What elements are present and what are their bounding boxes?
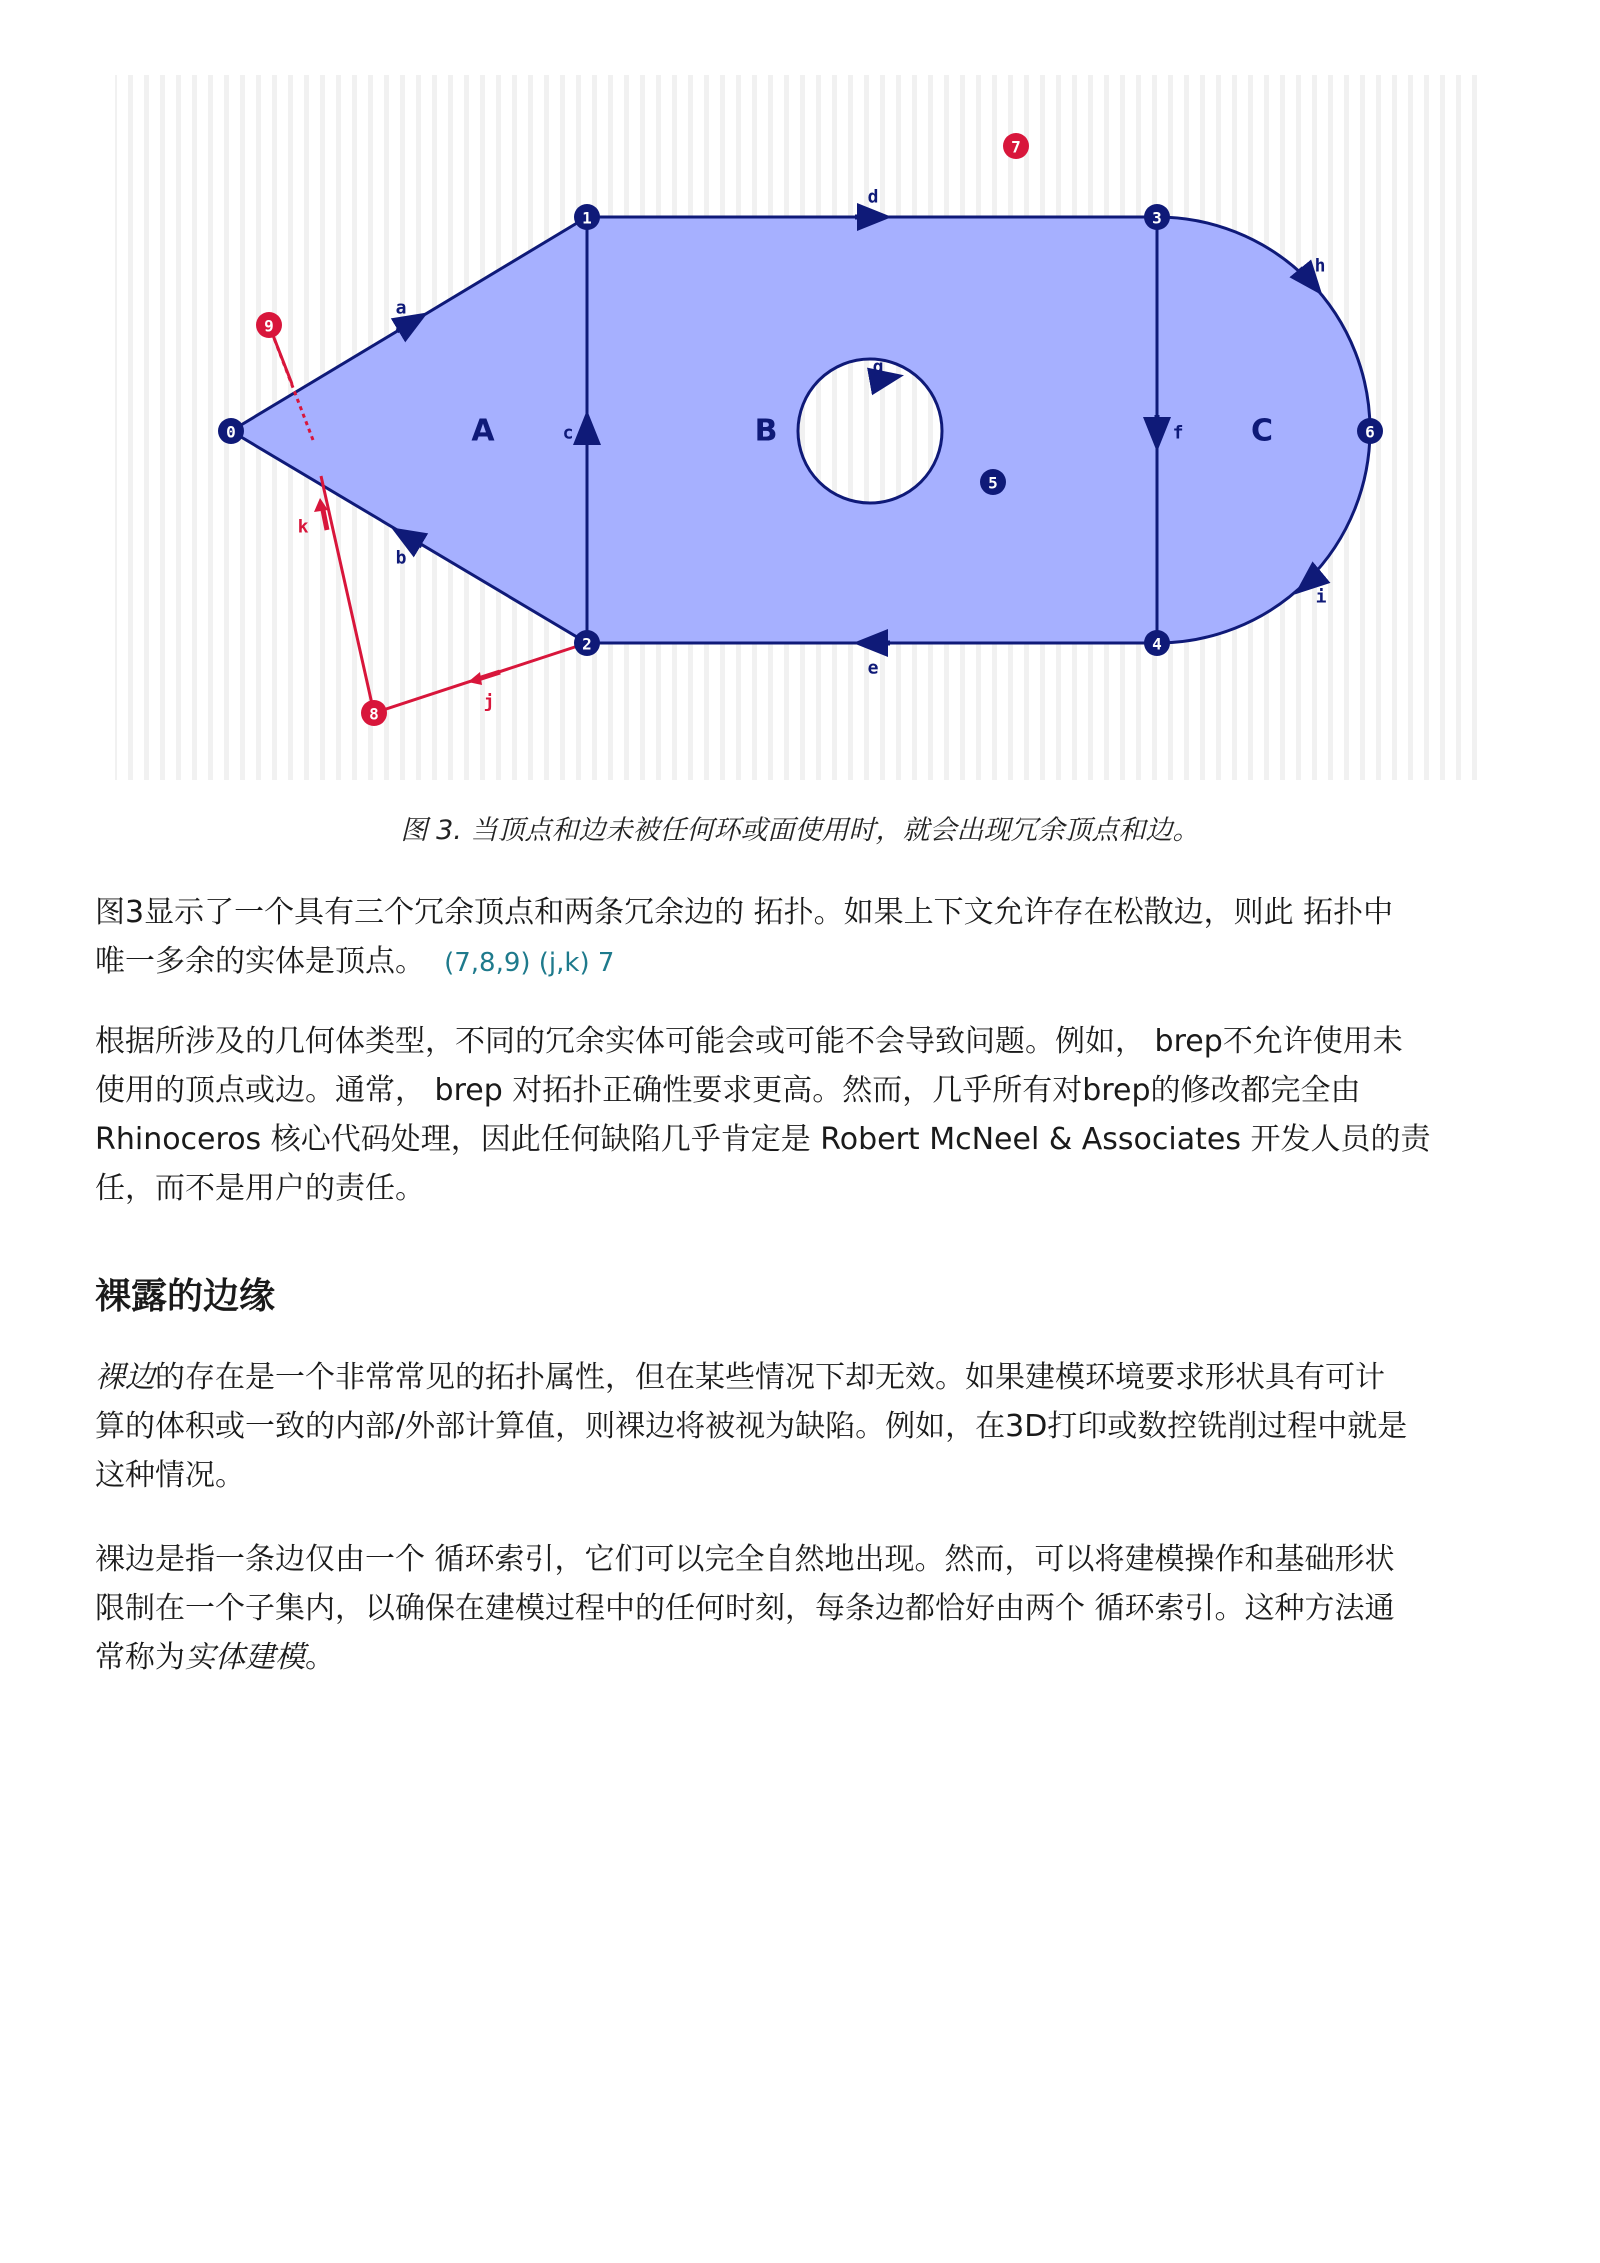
topology-figure <box>95 70 1505 790</box>
vertex-label-7: 7 <box>1011 137 1021 157</box>
edge-label-k: k <box>297 516 309 538</box>
edge-label-a: a <box>395 297 407 319</box>
paragraph-2 <box>95 1017 1520 1213</box>
edge-label-d: d <box>867 186 879 208</box>
paragraph-3-line-2: 算的体积或一致的内部/外部计算值，则裸边将被视为缺陷。例如，在3D打印或数控铣削过程中就是 <box>95 1409 1408 1444</box>
term-solid-modeling: 实体建模 <box>185 1640 305 1675</box>
edge-label-g: g <box>872 356 884 378</box>
vertex-label-8: 8 <box>369 704 379 724</box>
vertex-label-2: 2 <box>582 634 592 654</box>
edge-label-b: b <box>395 547 407 569</box>
paragraph-3 <box>95 1353 1520 1500</box>
paragraph-2-line-1: 根据所涉及的几何体类型，不同的冗余实体可能会或可能不会导致问题。例如， brep不允许使用未 <box>95 1024 1403 1059</box>
face-label-A: A <box>471 413 495 449</box>
vertex-label-1: 1 <box>582 208 592 228</box>
vertex-label-0: 0 <box>226 422 236 442</box>
term-naked-edge: 裸边 <box>95 1360 155 1395</box>
paragraph-4-line-3 <box>95 1633 1520 1682</box>
paragraph-1-line-2 <box>95 937 1520 988</box>
paragraph-1-line-1: 图3显示了一个具有三个冗余顶点和两条冗余边的 拓扑。如果上下文允许存在松散边，则此 拓扑中 <box>95 895 1394 930</box>
vertex-label-6: 6 <box>1365 422 1375 442</box>
paragraph-3-line-1 <box>95 1353 1520 1402</box>
paragraph-4-line-3-pre: 常称为 <box>95 1640 185 1675</box>
vertex-label-4: 4 <box>1152 634 1162 654</box>
vertex-label-9: 9 <box>264 316 274 336</box>
vertex-label-3: 3 <box>1152 208 1162 228</box>
edge-label-j: j <box>483 691 495 713</box>
face-label-B: B <box>754 413 778 449</box>
paragraph-3-line-3: 这种情况。 <box>95 1458 245 1493</box>
edge-label-i: i <box>1315 586 1327 608</box>
paragraph-4-line-3-post: 。 <box>305 1640 335 1675</box>
edge-label-e: e <box>867 657 879 679</box>
paragraph-1-line-2-text: 唯一多余的实体是顶点。 <box>95 944 425 979</box>
paragraph-4 <box>95 1535 1520 1682</box>
reference-links[interactable]: (7,8,9) (j,k) 7 <box>444 948 615 978</box>
figure-caption: 图 3. 当顶点和边未被任何环或面使用时，就会出现冗余顶点和边。 <box>400 815 1200 846</box>
paragraph-2-line-2: 使用的顶点或边。通常， brep 对拓扑正确性要求更高。然而，几乎所有对brep的修改都完全由 <box>95 1073 1361 1108</box>
face-label-C: C <box>1250 413 1274 449</box>
edge-label-h: h <box>1314 255 1326 277</box>
paragraph-4-line-2: 限制在一个子集内，以确保在建模过程中的任何时刻，每条边都恰好由两个 循环索引。这种方法通 <box>95 1591 1395 1626</box>
paragraph-4-line-1: 裸边是指一条边仅由一个 循环索引，它们可以完全自然地出现。然而，可以将建模操作和基础形状 <box>95 1542 1395 1577</box>
paragraph-2-line-3: Rhinoceros 核心代码处理，因此任何缺陷几乎肯定是 Robert McNeel & Associates 开发人员的责 <box>95 1122 1431 1157</box>
edge-label-f: f <box>1172 422 1184 444</box>
vertex-label-5: 5 <box>988 473 998 493</box>
section-heading: 裸露的边缘 <box>95 1276 276 1317</box>
paragraph-2-line-4: 任，而不是用户的责任。 <box>95 1171 425 1206</box>
paragraph-1 <box>95 888 1520 988</box>
paragraph-3-line-1-rest: 的存在是一个非常常见的拓扑属性，但在某些情况下却无效。如果建模环境要求形状具有可计 <box>155 1360 1385 1395</box>
edge-label-c: c <box>562 422 574 444</box>
